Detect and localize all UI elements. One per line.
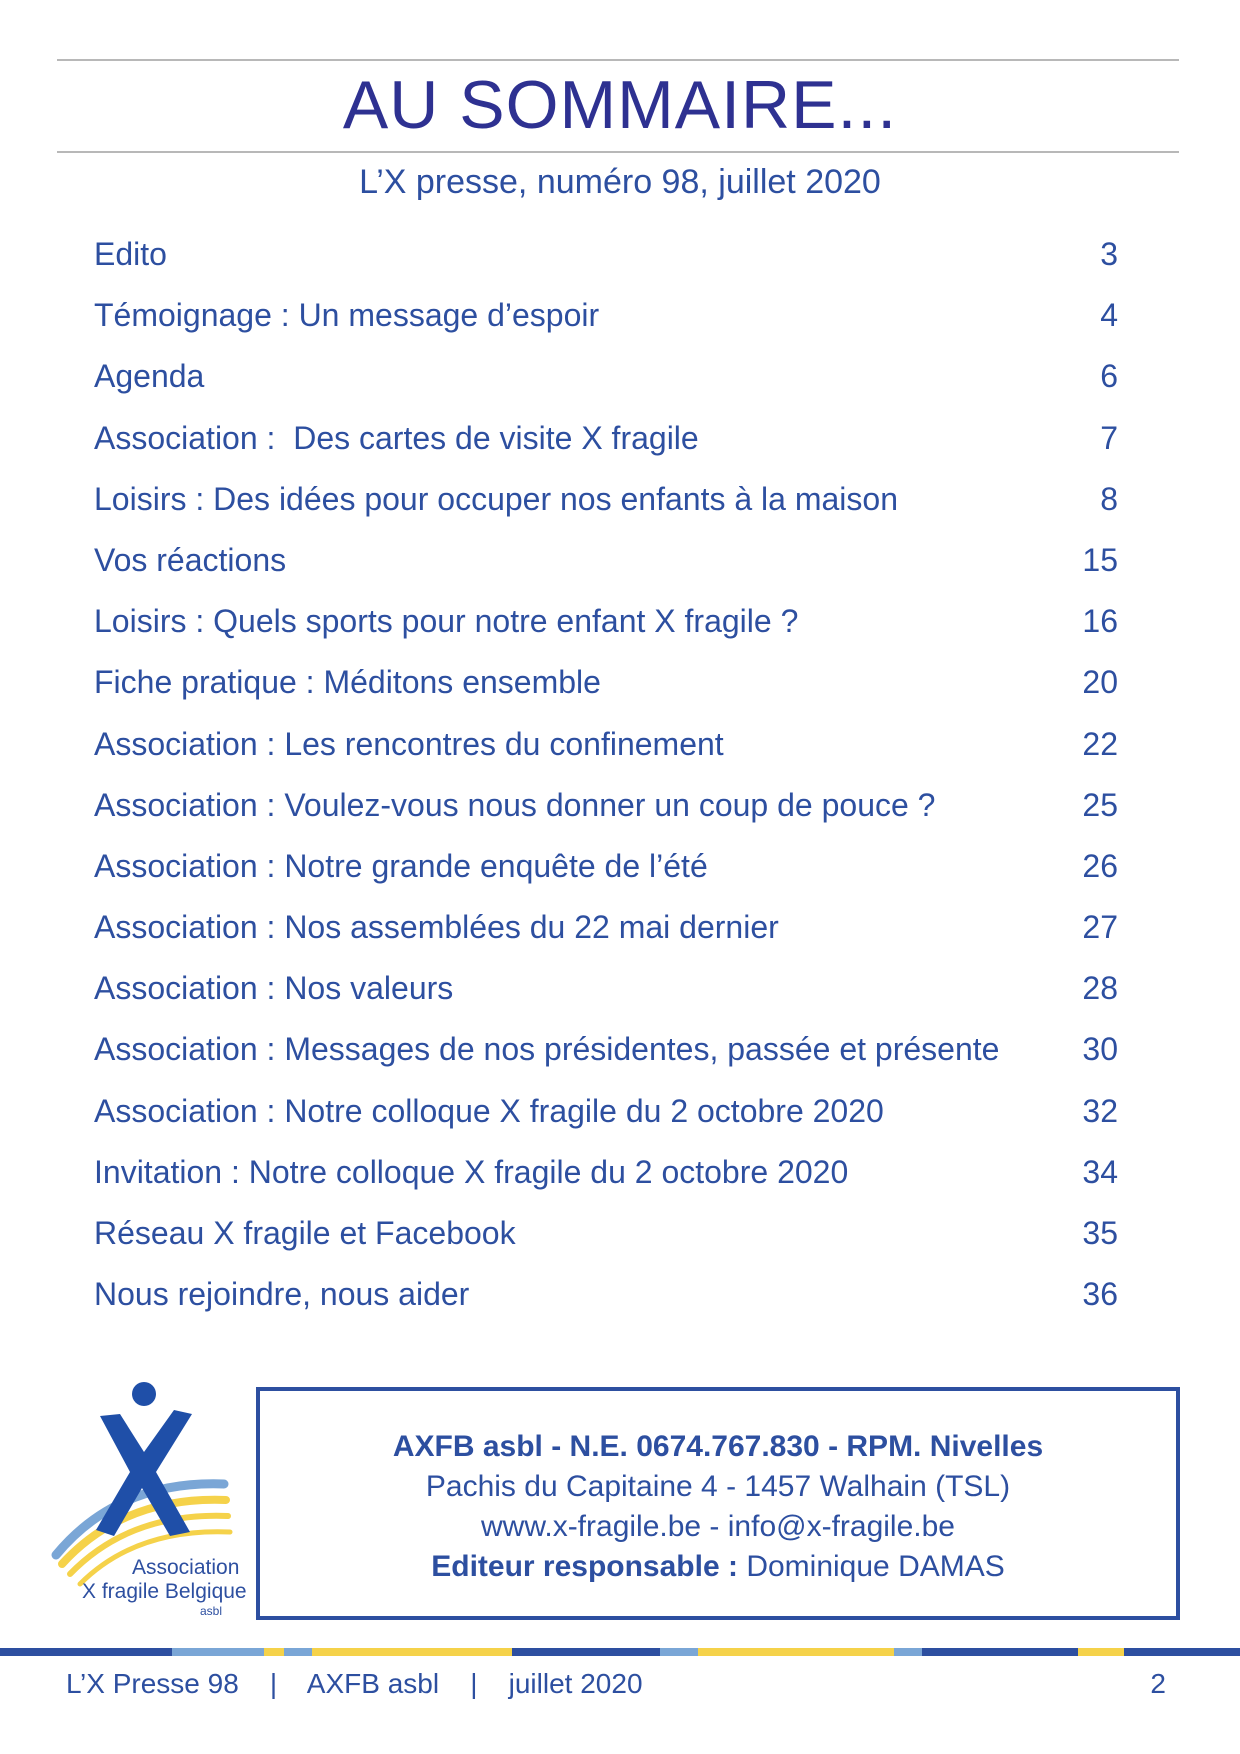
toc-entry[interactable]: [94, 291, 1118, 352]
toc-page: 32: [1082, 1092, 1118, 1129]
toc-title: Témoignage : Un message d’espoir: [94, 297, 600, 334]
toc-title: Agenda: [94, 358, 205, 395]
toc-entry[interactable]: [94, 475, 1118, 536]
toc-page: 34: [1082, 1153, 1118, 1190]
toc-entry[interactable]: [94, 842, 1118, 903]
toc-page: 3: [1100, 236, 1118, 272]
toc-title: Loisirs : Quels sports pour notre enfant X fragile ?: [94, 603, 799, 640]
footer-separator: |: [269, 1668, 278, 1699]
toc-page: 26: [1082, 847, 1118, 884]
footer-stripe: [0, 1648, 1240, 1656]
toc-entry[interactable]: [94, 536, 1118, 597]
toc-entry[interactable]: [94, 964, 1118, 1025]
editor-line: [260, 1547, 1176, 1587]
toc-page: 28: [1082, 970, 1118, 1007]
toc-entry[interactable]: [94, 352, 1118, 413]
toc-entry[interactable]: [94, 1025, 1118, 1086]
editor-name: Dominique DAMAS: [746, 1550, 1005, 1583]
toc-page: 27: [1082, 909, 1118, 946]
top-divider: [57, 59, 1179, 61]
toc-entry[interactable]: [94, 720, 1118, 781]
toc-entry[interactable]: [94, 1209, 1118, 1270]
toc-title: Association : Notre grande enquête de l’été: [94, 847, 708, 884]
editor-label: Editeur responsable :: [431, 1550, 738, 1583]
toc-page: 6: [1100, 358, 1118, 395]
toc-page: 25: [1082, 786, 1118, 823]
toc-page: 22: [1082, 725, 1118, 762]
toc-title: Association : Nos assemblées du 22 mai dernier: [94, 909, 779, 946]
footer-publication: L’X Presse 98: [66, 1668, 239, 1699]
toc-entry[interactable]: [94, 903, 1118, 964]
toc-title: Vos réactions: [94, 541, 287, 578]
org-registration: AXFB asbl - N.E. 0674.767.830 - RPM. Nivelles: [392, 1430, 1044, 1463]
toc-page: 36: [1082, 1276, 1118, 1313]
toc-entry[interactable]: [94, 658, 1118, 719]
toc-page: 35: [1082, 1215, 1118, 1251]
toc-title: Association : Les rencontres du confinement: [94, 725, 724, 762]
title-divider: [57, 151, 1179, 153]
toc-title: Association : Notre colloque X fragile du 2 octobre 2020: [94, 1092, 884, 1129]
footer-org: AXFB asbl: [306, 1668, 440, 1699]
toc-title: Nous rejoindre, nous aider: [94, 1276, 470, 1313]
toc-title: Association : Des cartes de visite X fragile: [94, 419, 699, 456]
table-of-contents: [94, 230, 1118, 1331]
toc-entry[interactable]: [94, 781, 1118, 842]
toc-title: Fiche pratique : Méditons ensemble: [94, 664, 601, 701]
toc-entry[interactable]: [94, 1270, 1118, 1331]
toc-title: Réseau X fragile et Facebook: [94, 1215, 516, 1251]
logo-text-asbl: asbl: [200, 1604, 223, 1618]
logo-text-association: Association: [132, 1556, 240, 1579]
toc-entry[interactable]: [94, 1087, 1118, 1148]
toc-title: Loisirs : Des idées pour occuper nos enfants à la maison: [94, 480, 898, 517]
footer-date: juillet 2020: [508, 1668, 643, 1699]
toc-entry[interactable]: [94, 230, 1118, 291]
issue-subtitle: L’X presse, numéro 98, juillet 2020: [359, 163, 881, 201]
toc-page: 20: [1082, 664, 1118, 701]
toc-page: 8: [1100, 480, 1118, 517]
toc-title: Association : Voulez-vous nous donner un coup de pouce ?: [94, 786, 936, 823]
footer-page-number: 2: [1150, 1668, 1166, 1699]
publisher-info-box: [256, 1387, 1180, 1620]
toc-title: Association : Messages de nos présidentes, passée et présente: [94, 1031, 1000, 1068]
toc-page: 16: [1082, 603, 1118, 640]
toc-entry[interactable]: [94, 414, 1118, 475]
toc-title: Edito: [94, 236, 167, 272]
toc-title: Association : Nos valeurs: [94, 970, 454, 1007]
toc-entry[interactable]: [94, 1148, 1118, 1209]
toc-page: 7: [1100, 419, 1118, 456]
logo-text-name: X fragile Belgique: [82, 1580, 247, 1603]
toc-page: 30: [1082, 1031, 1118, 1068]
org-contact[interactable]: www.x-fragile.be - info@x-fragile.be: [481, 1510, 955, 1543]
toc-entry[interactable]: [94, 597, 1118, 658]
footer-separator: |: [470, 1668, 478, 1699]
toc-title: Invitation : Notre colloque X fragile du 2 octobre 2020: [94, 1153, 849, 1190]
toc-page: 15: [1082, 541, 1118, 578]
page-title: AU SOMMAIRE...: [342, 67, 898, 143]
toc-page: 4: [1100, 297, 1118, 334]
page-footer: [66, 1666, 1166, 1702]
org-address: Pachis du Capitaine 4 - 1457 Walhain (TSL): [425, 1470, 1011, 1503]
